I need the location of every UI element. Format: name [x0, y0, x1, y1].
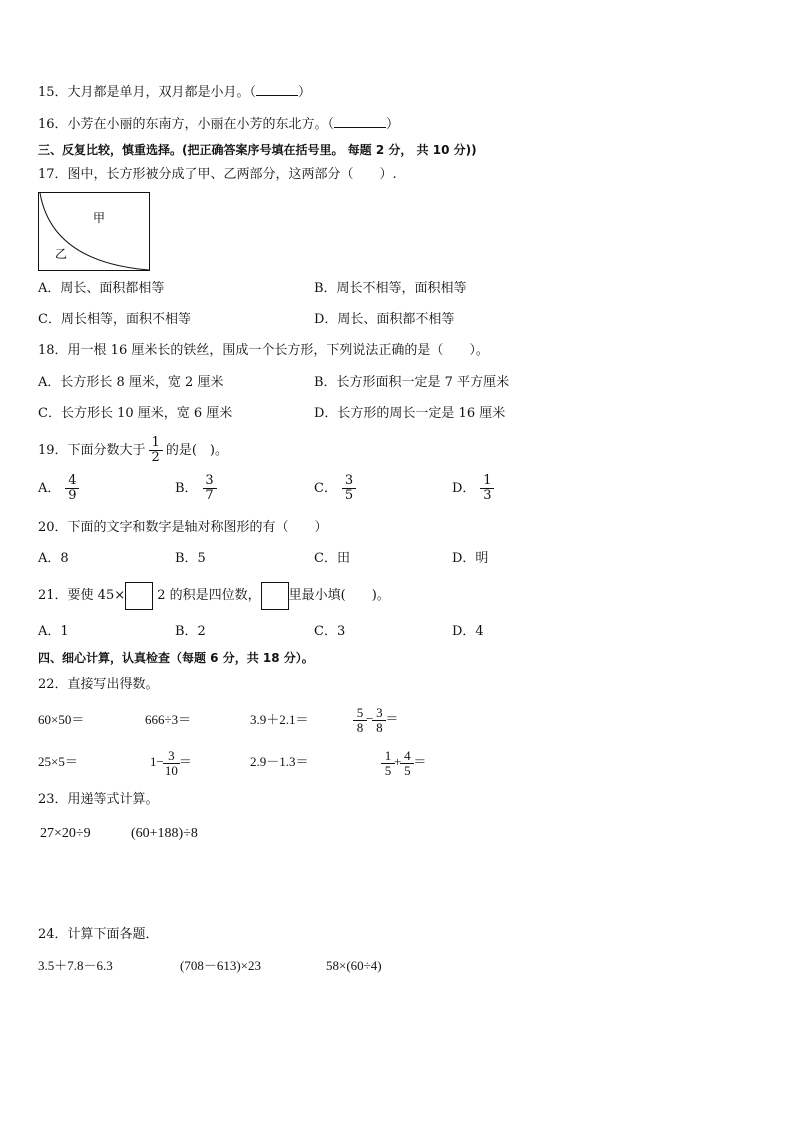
label-jia: 甲	[93, 211, 106, 225]
question-23-text: 23．用递等式计算。	[38, 792, 159, 807]
q18-option-b[interactable]: B．长方形面积一定是 7 平方厘米	[314, 375, 510, 390]
question-21	[38, 581, 390, 611]
question-19	[38, 436, 228, 466]
section-3-heading: 三、反复比较，慎重选择。(把正确答案序号填在括号里。 每题 2 分， 共 10 分))	[38, 143, 477, 157]
q17-option-b[interactable]: B．周长不相等，面积相等	[314, 281, 467, 296]
calc-frac-add: $\frac{1}{5}$ + $\frac{4}{5}$ ＝	[382, 743, 426, 781]
question-19-suffix: 的是( )。	[165, 443, 228, 458]
fraction-one-half: $\frac{1}{2}$	[150, 436, 162, 465]
q17-option-a[interactable]: A．周长、面积都相等	[38, 281, 165, 296]
question-18-text: 18．用一根 16 厘米长的铁丝，围成一个长方形，下列说法正确的是（ ）。	[38, 343, 489, 358]
q21-option-b[interactable]: B．2	[175, 624, 206, 639]
q19-option-a[interactable]: A． $\frac{4}{9}$	[38, 474, 78, 503]
answer-blank[interactable]	[256, 83, 298, 96]
calc-666div3: 666÷3＝	[145, 712, 192, 727]
q18-option-d[interactable]: D．长方形的周长一定是 16 厘米	[314, 406, 506, 421]
q20-option-a[interactable]: A．8	[38, 551, 69, 566]
q20-option-b[interactable]: B．5	[175, 551, 206, 566]
question-21-part1: 21．要使 45×	[38, 588, 126, 603]
question-21-part3: 里最小填( )。	[288, 588, 390, 603]
calc-frac-subtract: $\frac{5}{8}$ − $\frac{3}{8}$ ＝	[354, 700, 398, 738]
calc-1-minus-frac: 1− $\frac{3}{10}$ ＝	[150, 747, 192, 778]
calc-2.9minus1.3: 2.9－1.3＝	[250, 754, 309, 769]
label-yi: 乙	[55, 247, 68, 261]
q21-option-d[interactable]: D．4	[452, 624, 484, 639]
expr-3.5plus7.8minus6.3: 3.5＋7.8－6.3	[38, 958, 113, 973]
blank-box[interactable]	[261, 582, 289, 610]
expr-60plus188div8: (60+188)÷8	[131, 826, 198, 841]
answer-blank[interactable]	[334, 115, 386, 128]
q20-option-c[interactable]: C．田	[314, 551, 350, 566]
question-16	[38, 115, 399, 133]
section-4-heading: 四、细心计算，认真检查（每题 6 分，共 18 分）。	[38, 651, 314, 665]
q21-option-c[interactable]: C．3	[314, 624, 346, 639]
question-20-text: 20．下面的文字和数字是轴对称图形的有（ ）	[38, 520, 328, 535]
expr-58x60div4: 58×(60÷4)	[326, 958, 382, 973]
expr-708minus613x23: (708－613)×23	[180, 958, 261, 973]
q18-option-a[interactable]: A．长方形长 8 厘米，宽 2 厘米	[38, 375, 224, 390]
q17-option-c[interactable]: C．周长相等，面积不相等	[38, 312, 191, 327]
calc-25x5: 25×5＝	[38, 754, 78, 769]
expr-27x20div9: 27×20÷9	[40, 826, 91, 841]
question-15-text: 15．大月都是单月，双月都是小月。（	[38, 85, 257, 100]
q19-option-d[interactable]: D． $\frac{1}{3}$	[452, 474, 493, 503]
q20-option-d[interactable]: D．明	[452, 551, 489, 566]
q21-option-a[interactable]: A．1	[38, 624, 69, 639]
rectangle-figure	[38, 192, 150, 276]
question-21-part2: 2 的积是四位数，	[157, 588, 261, 603]
calc-60x50: 60×50＝	[38, 712, 85, 727]
question-16-text: 16．小芳在小丽的东南方，小丽在小芳的东北方。（	[38, 117, 335, 132]
question-22-text: 22．直接写出得数。	[38, 677, 159, 692]
question-15	[38, 83, 311, 101]
close-paren: ）	[386, 117, 400, 132]
q19-option-b[interactable]: B． $\frac{3}{7}$	[175, 474, 216, 503]
blank-box[interactable]	[125, 582, 153, 610]
q19-option-c[interactable]: C． $\frac{3}{5}$	[314, 474, 355, 503]
close-paren: ）	[298, 85, 312, 100]
question-19-prefix: 19．下面分数大于	[38, 443, 146, 458]
question-17-text: 17．图中，长方形被分成了甲、乙两部分，这两部分（ ）.	[38, 167, 397, 182]
calc-3.9plus2.1: 3.9＋2.1＝	[250, 712, 309, 727]
question-24-text: 24．计算下面各题．	[38, 927, 159, 942]
q18-option-c[interactable]: C．长方形长 10 厘米，宽 6 厘米	[38, 406, 233, 421]
q17-option-d[interactable]: D．周长、面积都不相等	[314, 312, 455, 327]
